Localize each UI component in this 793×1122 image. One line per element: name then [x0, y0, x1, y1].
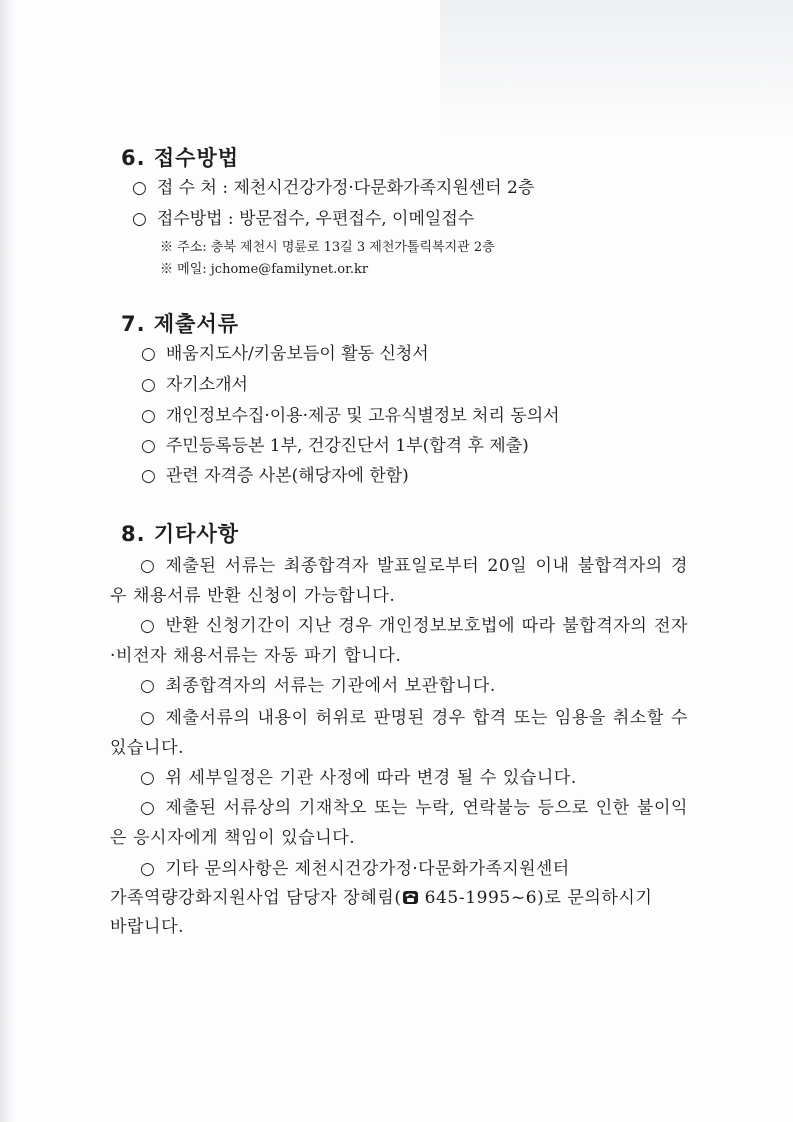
paragraph-item [110, 611, 688, 671]
contact-text: 가족역량강화지원사업 담당자 장혜림( [110, 888, 402, 908]
circle-bullet-icon: ○ [140, 708, 156, 728]
paragraph-text: 최종합격자의 서류는 기관에서 보관합니다. [165, 676, 496, 696]
paragraph-text: 반환 신청기간이 지난 경우 개인정보보호법에 따라 불합격자의 전자·비전자 채용서류는 자동 파기 합니다. [110, 616, 688, 666]
circle-bullet-icon: ○ [140, 556, 156, 576]
paragraph-item [110, 763, 688, 793]
contact-line-2 [110, 887, 652, 909]
list-item-text: 접수방법 : 방문접수, 우편접수, 이메일접수 [156, 209, 475, 229]
scan-shadow-top [440, 0, 793, 140]
contact-line-1 [140, 858, 570, 880]
list-item [141, 374, 248, 396]
section-7-title: 7. 제출서류 [121, 312, 240, 336]
paragraph-text: 위 세부일정은 기관 사정에 따라 변경 될 수 있습니다. [165, 768, 577, 788]
circle-bullet-icon: ○ [140, 768, 156, 788]
circle-bullet-icon: ○ [132, 178, 147, 198]
section-8-title: 8. 기타사항 [121, 522, 240, 546]
circle-bullet-icon: ○ [141, 466, 156, 486]
paragraph-text: 제출서류의 내용이 허위로 판명된 경우 합격 또는 임용을 취소할 수 있습니다. [110, 708, 688, 758]
paragraph-item [110, 703, 688, 763]
circle-bullet-icon: ○ [141, 344, 156, 364]
list-item-text: 접 수 처 : 제천시건강가정·다문화가족지원센터 2층 [156, 178, 535, 198]
circle-bullet-icon: ○ [140, 859, 156, 879]
circle-bullet-icon: ○ [140, 676, 156, 696]
circle-bullet-icon: ○ [141, 436, 156, 456]
paragraph-item [110, 793, 688, 853]
list-item-text: 개인정보수집·이용·제공 및 고유식별정보 처리 동의서 [165, 406, 560, 426]
circle-bullet-icon: ○ [140, 798, 156, 818]
contact-text: 645-1995~6)로 문의하시기 [418, 888, 653, 908]
circle-bullet-icon: ○ [132, 209, 147, 229]
list-item-text: 주민등록등본 1부, 건강진단서 1부(합격 후 제출) [165, 436, 529, 456]
list-item [141, 435, 529, 457]
email-note: ※ 메일: jchome@familynet.or.kr [160, 262, 369, 277]
paragraph-text: 제출된 서류상의 기재착오 또는 누락, 연락불능 등으로 인한 불이익은 응시자에게 책임이 있습니다. [110, 798, 688, 848]
contact-text: 기타 문의사항은 제천시건강가정·다문화가족지원센터 [165, 859, 570, 879]
paragraph-text: 제출된 서류는 최종합격자 발표일로부터 20일 이내 불합격자의 경우 채용서류 반환 신청이 가능합니다. [110, 556, 688, 606]
address-note: ※ 주소: 충북 제천시 명륜로 13길 3 제천가톨릭복지관 2층 [160, 240, 495, 255]
phone-icon [402, 890, 419, 905]
list-item-text: 자기소개서 [165, 375, 248, 395]
list-item-text: 관련 자격증 사본(해당자에 한함) [165, 466, 409, 486]
circle-bullet-icon: ○ [141, 375, 156, 395]
paragraph-item [110, 551, 688, 611]
contact-line-3: 바랍니다. [110, 917, 185, 937]
list-item [132, 177, 534, 199]
list-item [132, 208, 474, 230]
circle-bullet-icon: ○ [140, 616, 156, 636]
scan-shadow-left [0, 0, 14, 1122]
list-item-text: 배움지도사/키움보듬이 활동 신청서 [165, 344, 429, 364]
paragraph-item [110, 671, 688, 701]
section-6-title: 6. 접수방법 [121, 146, 240, 170]
list-item [141, 465, 409, 487]
list-item [141, 343, 429, 365]
list-item [141, 405, 560, 427]
circle-bullet-icon: ○ [141, 406, 156, 426]
